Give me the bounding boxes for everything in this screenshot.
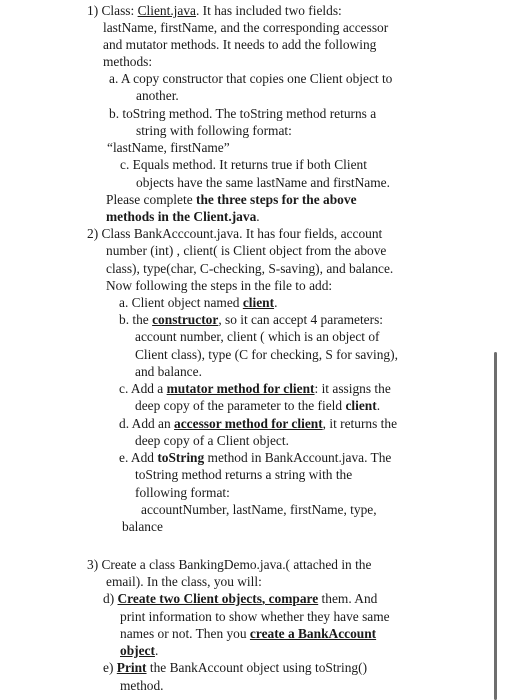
s2-item-d-cont: deep copy of a Client object. bbox=[135, 433, 289, 448]
s2-item-e bbox=[119, 449, 391, 466]
s1-line-3: and mutator methods. It needs to add the following bbox=[103, 37, 377, 52]
text: . bbox=[256, 209, 260, 224]
bold-underlined-text: object bbox=[120, 643, 155, 658]
s1-item-b-cont: string with following format: bbox=[136, 123, 292, 138]
text: . bbox=[376, 398, 381, 413]
s2-format-1: accountNumber, lastName, firstName, type, bbox=[141, 502, 377, 517]
client-java-link[interactable]: Client.java bbox=[137, 3, 196, 18]
s3-line-2: email). In the class, you will: bbox=[106, 574, 262, 589]
bold-underlined-text: Create two Client objects bbox=[117, 591, 262, 606]
text: e. Add bbox=[119, 450, 158, 465]
s2-line-1: 2) Class BankAcccount.java. It has four fields, account bbox=[87, 226, 383, 241]
s3-item-d-cont-3 bbox=[120, 642, 158, 659]
s2-item-e-cont-2: following format: bbox=[135, 485, 230, 500]
s3-item-e-cont: method. bbox=[120, 678, 164, 693]
s2-line-2: number (int) , client( is Client object from the above bbox=[106, 243, 387, 258]
s2-item-a bbox=[119, 294, 277, 311]
s2-line-3: class), type(char, C-checking, S-saving), and balance. bbox=[106, 261, 394, 276]
text: method in BankAccount.java. The bbox=[204, 450, 392, 465]
s3-line-1: 3) Create a class BankingDemo.java.( attached in the bbox=[87, 557, 372, 572]
text: a. Client object named bbox=[119, 295, 243, 310]
s1-item-a-cont: another. bbox=[136, 88, 179, 103]
s2-item-b-cont-2: Client class), type (C for checking, S for saving), bbox=[135, 347, 398, 362]
s2-item-b-cont-3: and balance. bbox=[135, 364, 202, 379]
bold-text: toString bbox=[157, 450, 205, 465]
s3-item-e bbox=[103, 659, 367, 676]
bold-underlined-text: Print bbox=[116, 660, 147, 675]
text: deep copy of the parameter to the field bbox=[135, 398, 346, 413]
text: the BankAccount object using toString() bbox=[146, 660, 368, 675]
bold-text: client bbox=[345, 398, 377, 413]
s1-instruction-1 bbox=[106, 191, 357, 208]
text: names or not. Then you bbox=[120, 626, 250, 641]
text: , it returns the bbox=[322, 416, 398, 431]
s2-line-4: Now following the steps in the file to add: bbox=[106, 278, 333, 293]
bold-text: the three steps for the above bbox=[195, 192, 357, 207]
bold-underlined-text: client bbox=[242, 295, 275, 310]
s3-item-d-cont-1: print information to show whether they have same bbox=[120, 609, 390, 624]
s2-format-2: balance bbox=[122, 519, 163, 534]
s1-item-b: b. toString method. The toString method returns a bbox=[109, 106, 377, 121]
text: c. Add a bbox=[119, 381, 167, 396]
text: : it assigns the bbox=[314, 381, 391, 396]
s3-item-d bbox=[103, 590, 377, 607]
s2-item-b-cont-1: account number, client ( which is an object of bbox=[135, 329, 380, 344]
s2-item-b bbox=[119, 311, 383, 328]
bold-underlined-text: mutator method for client bbox=[166, 381, 315, 396]
vertical-scrollbar[interactable] bbox=[494, 352, 497, 700]
text: . bbox=[274, 295, 278, 310]
s1-instruction-2 bbox=[106, 208, 260, 225]
s1-item-c-cont: objects have the same lastName and firstName. bbox=[136, 175, 390, 190]
bold-underlined-text: , compare bbox=[261, 591, 319, 606]
text: d. Add an bbox=[119, 416, 175, 431]
text: b. the bbox=[119, 312, 153, 327]
text: Please complete bbox=[106, 192, 196, 207]
s1-line-1 bbox=[87, 2, 342, 19]
s1-item-c: c. Equals method. It returns true if both Client bbox=[120, 157, 367, 172]
bold-underlined-text: create a BankAccount bbox=[249, 626, 377, 641]
s1-line-2: lastName, firstName, and the corresponding accessor bbox=[103, 20, 389, 35]
text: . bbox=[154, 643, 159, 658]
text: d) bbox=[103, 591, 118, 606]
s3-item-d-cont-2 bbox=[120, 625, 376, 642]
text: them. And bbox=[318, 591, 378, 606]
text: , so it can accept 4 parameters: bbox=[218, 312, 384, 327]
text: e) bbox=[103, 660, 117, 675]
bold-text: methods in the Client.java bbox=[106, 209, 257, 224]
bold-underlined-text: constructor bbox=[152, 312, 219, 327]
s2-item-c bbox=[119, 380, 391, 397]
s2-item-e-cont-1: toString method returns a string with the bbox=[135, 467, 353, 482]
s1-format: “lastName, firstName” bbox=[107, 140, 230, 155]
text: . It has included two fields: bbox=[195, 3, 342, 18]
s1-line-4: methods: bbox=[103, 54, 153, 69]
text: 1) Class: bbox=[87, 3, 138, 18]
s1-item-a: a. A copy constructor that copies one Client object to bbox=[109, 71, 393, 86]
s2-item-c-cont bbox=[135, 397, 380, 414]
s2-item-d bbox=[119, 415, 397, 432]
bold-underlined-text: accessor method for client bbox=[174, 416, 323, 431]
